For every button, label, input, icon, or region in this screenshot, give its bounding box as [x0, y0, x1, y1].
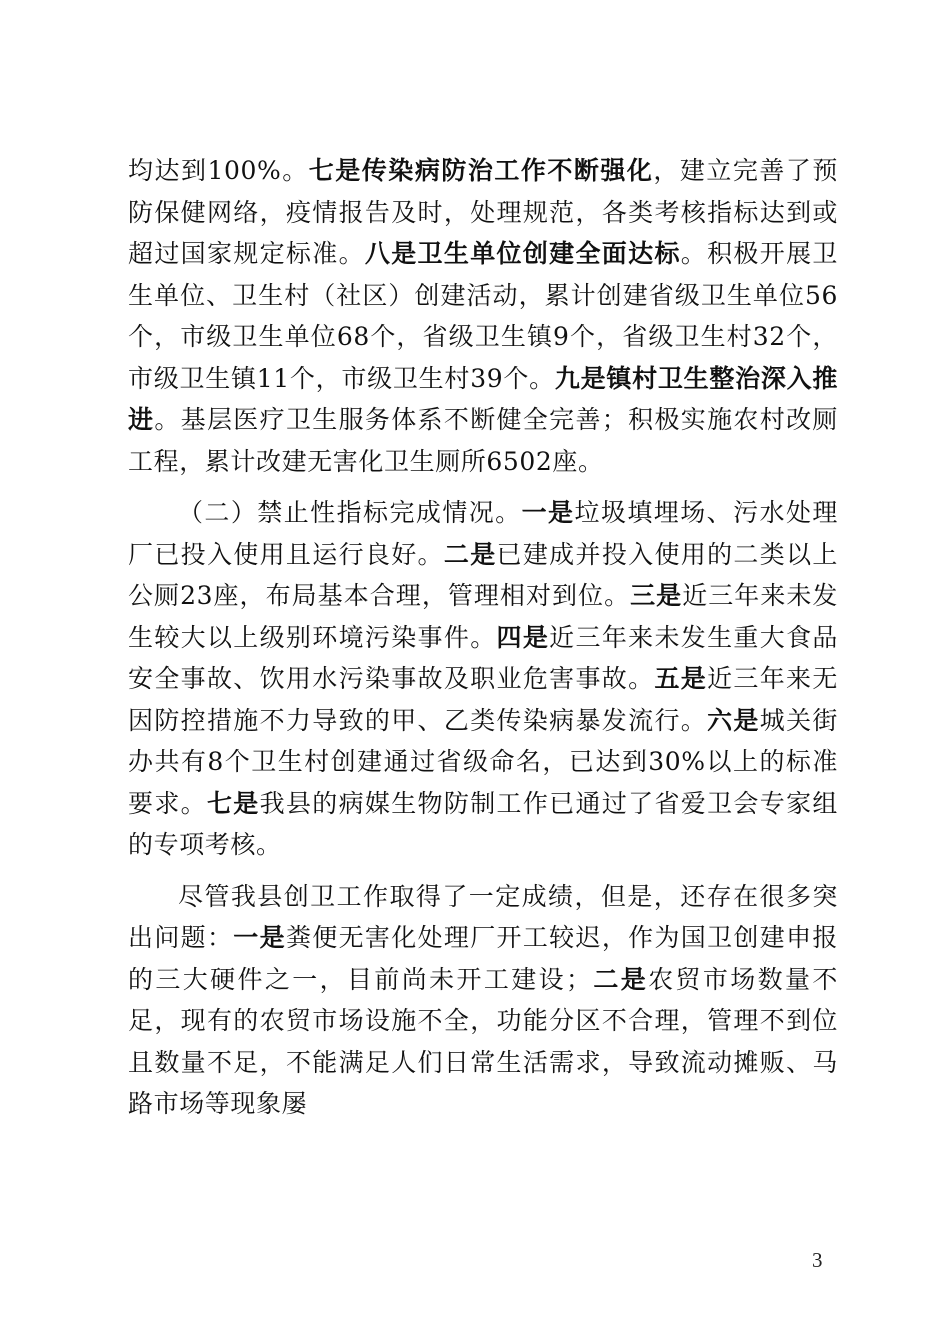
bold-heading-run: 四是 — [496, 622, 550, 652]
paragraph-3 — [128, 876, 838, 1125]
page-number: 3 — [812, 1248, 823, 1272]
bold-heading-run: 七是 — [206, 788, 260, 818]
paragraph-2 — [128, 492, 838, 866]
text-run: 近三年来无因防控措施不力导致的甲、乙类传染病暴发流行。 — [128, 664, 838, 735]
bold-heading-run: 六是 — [707, 705, 760, 735]
text-run: 垃圾填埋场、污水处理厂已投入使用且运行良好。 — [128, 498, 838, 569]
bold-heading-run: 八是卫生单位创建全面达标 — [364, 239, 681, 268]
bold-heading-run: 五是 — [654, 664, 708, 693]
text-run: （二）禁止性指标完成情况。 — [178, 498, 522, 527]
bold-heading-run: 九是镇村卫生整治深入推进 — [128, 363, 838, 434]
text-run: 。基层医疗卫生服务体系不断健全完善；积极实施农村改厕工程，累计改建无害化卫生厕所6502座。 — [128, 405, 838, 476]
paragraph-1 — [128, 150, 838, 482]
bold-heading-run: 一是 — [233, 923, 286, 952]
text-run: 尽管我县创卫工作取得了一定成绩，但是，还存在很多突出问题： — [128, 881, 838, 952]
text-run: 城关街办共有8个卫生村创建通过省级命名，已达到30%以上的标准要求。 — [128, 705, 838, 818]
text-run: 均达到100%。 — [128, 156, 309, 185]
bold-heading-run: 一是 — [521, 498, 575, 527]
text-run: 粪便无害化处理厂开工较迟，作为国卫创建申报的三大硬件之一，目前尚未开工建设； — [128, 923, 839, 994]
bold-heading-run: 二是 — [591, 964, 649, 994]
bold-heading-run: 二是 — [443, 539, 497, 569]
document-body — [128, 150, 838, 1125]
bold-heading-run: 三是 — [630, 581, 683, 610]
text-run: 。积极开展卫生单位、卫生村（社区）创建活动，累计创建省级卫生单位56个，市级卫生单位68个，省级卫生镇9个，省级卫生村32个，市级卫生镇11个，市级卫生村39个。 — [128, 239, 838, 393]
text-run: 我县的病媒生物防制工作已通过了省爱卫会专家组的专项考核。 — [128, 788, 838, 859]
text-run: 近三年来未发生重大食品安全事故、饮用水污染事故及职业危害事故。 — [128, 622, 838, 693]
text-run: 农贸市场数量不足，现有的农贸市场设施不全，功能分区不合理，管理不到位且数量不足，不能满足人们日常生活需求，导致流动摊贩、马路市场等现象屡 — [128, 964, 839, 1118]
text-run: 近三年来未发生较大以上级别环境污染事件。 — [128, 581, 838, 652]
text-run: 已建成并投入使用的二类以上公厕23座，布局基本合理，管理相对到位。 — [128, 539, 839, 610]
bold-heading-run: 七是传染病防治工作不断强化 — [308, 156, 654, 185]
text-run: ，建立完善了预防保健网络，疫情报告及时，处理规范，各类考核指标达到或超过国家规定标准。 — [128, 156, 838, 268]
